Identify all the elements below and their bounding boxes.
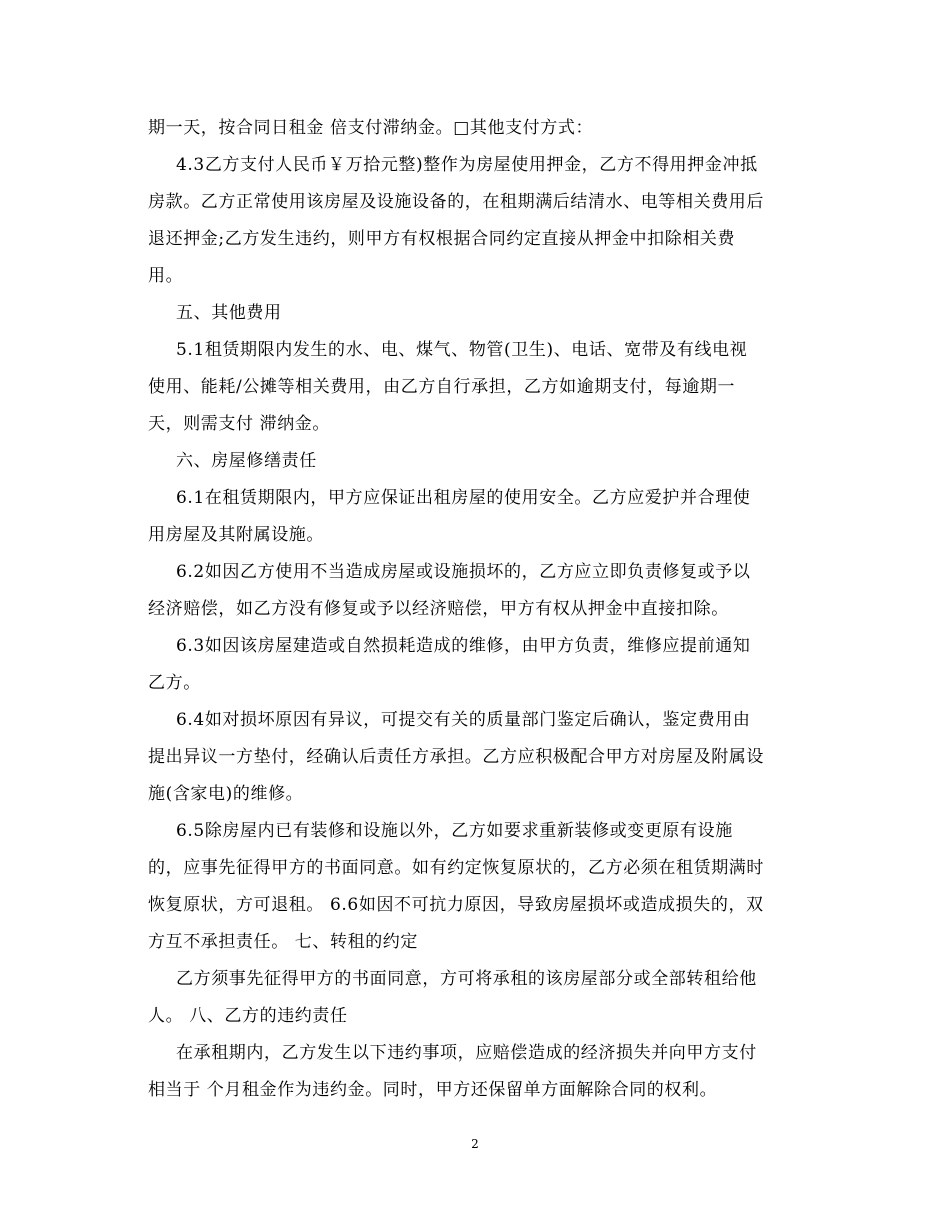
text-line: 6.3如因该房屋建造或自然损耗造成的维修，由甲方负责，维修应提前通知 [176, 636, 751, 656]
text-line: 4.3乙方支付人民币￥万拾元整)整作为房屋使用押金，乙方不得用押金冲抵 [176, 155, 758, 175]
text-line: 乙方须事先征得甲方的书面同意，方可将承租的该房屋部分或全部转租给他 [176, 969, 757, 989]
text-line: 6.2如因乙方使用不当造成房屋或设施损坏的，乙方应立即负责修复或予以 [176, 562, 751, 582]
text-line: 经济赔偿，如乙方没有修复或予以经济赔偿，甲方有权从押金中直接扣除。 [148, 599, 729, 619]
text-line: 天，则需支付 滞纳金。 [148, 414, 331, 434]
text-line: 用。 [148, 266, 184, 286]
text-line: 用房屋及其附属设施。 [148, 525, 324, 545]
text-line: 5.1租赁期限内发生的水、电、煤气、物管(卫生)、电话、宽带及有线电视 [176, 340, 748, 360]
text-line: 6.5除房屋内已有装修和设施以外，乙方如要求重新装修或变更原有设施 [176, 821, 733, 841]
text-line: 退还押金;乙方发生违约，则甲方有权根据合同约定直接从押金中扣除相关费 [148, 229, 736, 249]
text-line: 的，应事先征得甲方的书面同意。如有约定恢复原状的，乙方必须在租赁期满时 [148, 858, 764, 878]
text-line: 乙方。 [148, 673, 201, 693]
section-heading: 五、其他费用 [176, 303, 282, 323]
text-line: 人。 八、乙方的违约责任 [148, 1006, 348, 1026]
section-heading: 六、房屋修缮责任 [176, 451, 317, 471]
text-line: 期一天，按合同日租金 倍支付滞纳金。□其他支付方式： [148, 118, 594, 138]
text-line: 恢复原状，方可退租。 6.6如因不可抗力原因，导致房屋损坏或造成损失的，双 [148, 895, 764, 915]
text-line: 6.1在租赁期限内，甲方应保证出租房屋的使用安全。乙方应爱护并合理使 [176, 488, 751, 508]
text-line: 房款。乙方正常使用该房屋及设施设备的，在租期满后结清水、电等相关费用后 [148, 192, 764, 212]
text-line: 使用、能耗/公摊等相关费用，由乙方自行承担，乙方如逾期支付，每逾期一 [148, 377, 736, 397]
text-line: 6.4如对损坏原因有异议，可提交有关的质量部门鉴定后确认，鉴定费用由 [176, 710, 751, 730]
text-line: 相当于 个月租金作为违约金。同时，甲方还保留单方面解除合同的权利。 [148, 1080, 718, 1100]
text-line: 方互不承担责任。 七、转租的约定 [148, 932, 419, 952]
text-line: 施(含家电)的维修。 [148, 784, 304, 804]
text-line: 在承租期内，乙方发生以下违约事项，应赔偿造成的经济损失并向甲方支付 [176, 1043, 757, 1063]
page-number: 2 [471, 1137, 479, 1151]
text-line: 提出异议一方垫付，经确认后责任方承担。乙方应积极配合甲方对房屋及附属设 [148, 747, 764, 767]
